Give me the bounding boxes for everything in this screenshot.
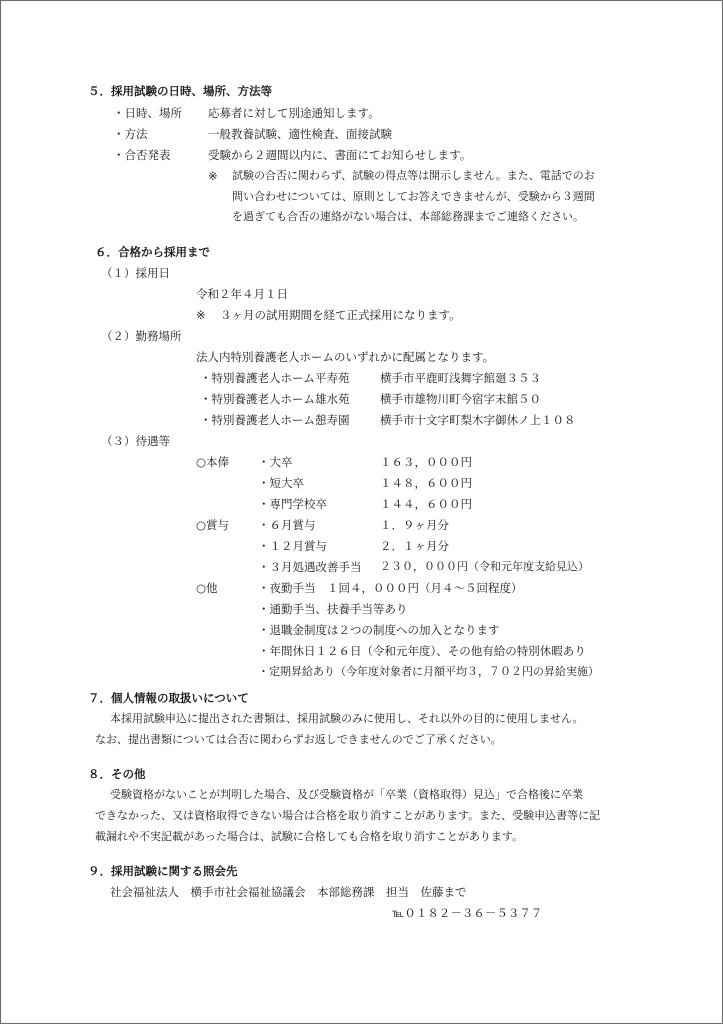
benefit-item: ・通勤手当、扶養手当等あり	[258, 602, 408, 616]
salary-amount: １４８，６００円	[380, 476, 472, 490]
s8-line: 載漏れや不実記載があった場合は、試験に合格しても合格を取り消すことがあります。	[95, 830, 524, 843]
facility-address: 横手市十文字町梨木字御休ノ上１０８	[380, 413, 576, 427]
facility-name: ・特別養護老人ホーム平寿苑	[200, 371, 350, 385]
section9-heading: ９．採用試験に関する照会先	[88, 864, 238, 878]
bonus-amount: １．９ヶ月分	[380, 518, 449, 532]
section7-heading: ７．個人情報の取扱いについて	[88, 691, 249, 705]
bonus-item: ・１２月賞与	[258, 539, 327, 553]
s8-line: 受験資格がないことが判明した場合、及び受験資格が「卒業（資格取得）見込」で合格後に卒業	[110, 788, 583, 801]
salary-amount: １６３，０００円	[380, 455, 472, 469]
s5-label-datetime: ・日時、場所	[113, 106, 182, 120]
contact-info: 社会福祉法人 横手市社会福祉協議会 本部総務課 担当 佐藤まで	[110, 885, 467, 899]
s5-value-datetime: 応募者に対して別途通知します。	[208, 106, 380, 120]
s5-value-method: 一般教養試験、適性検査、面接試験	[208, 127, 392, 141]
s6-sub1-note-mark: ※	[196, 308, 206, 322]
bonus-item: ・３月処遇改善手当	[258, 560, 362, 574]
facility-address: 横手市平鹿町浅舞字館廻３５３	[380, 371, 541, 385]
s6-hire-date: 令和２年４月１日	[196, 287, 288, 301]
section5-heading: ５．採用試験の日時、場所、方法等	[88, 84, 272, 98]
benefit-item: ・定期昇給あり（今年度対象者に月額平均３，７０２円の昇給実施）	[258, 665, 599, 678]
s6-sub2-label: （２）勤務場所	[101, 329, 182, 343]
salary-item: ・専門学校卒	[258, 497, 327, 511]
s5-note-line: 問い合わせについては、原則としてお答えできませんが、受験から３週間	[232, 190, 595, 203]
s6-sub1-note: ３ヶ月の試用期間を経て正式採用になります。	[220, 308, 461, 322]
facility-address: 横手市雄物川町今宿字末館５０	[380, 392, 541, 406]
salary-item: ・大卒	[258, 455, 293, 469]
s5-note-line: を過ぎても合否の連絡がない場合は、本部総務課までご連絡ください。	[232, 210, 584, 223]
facility-name: ・特別養護老人ホーム憩寿園	[200, 413, 350, 427]
s5-value-result: 受験から２週間以内に、書面にてお知らせします。	[208, 148, 472, 162]
contact-phone: ℡０１８２－３６－５３７７	[392, 906, 543, 920]
s6-sub3-label: （３）待遇等	[101, 434, 170, 448]
s5-label-result: ・合否発表	[113, 148, 171, 162]
bonus-category: ○賞与	[196, 518, 230, 532]
s7-line: なお、提出書類については合否に関わらずお返しできませんのでご了承ください。	[95, 733, 502, 746]
s6-sub2-intro: 法人内特別養護老人ホームのいずれかに配属となります。	[196, 350, 495, 364]
s8-line: できなかった、又は資格取得できない場合は合格を取り消すことがあります。また、受験申込書等に記	[95, 809, 601, 822]
bonus-amount: ２．１ヶ月分	[380, 539, 449, 553]
s7-line: 本採用試験申込に提出された書類は、採用試験のみに使用し、それ以外の目的に使用しません。	[110, 712, 584, 725]
s5-label-method: ・方法	[113, 127, 148, 141]
benefit-item: ・夜勤手当 １回４，０００円（月４～５回程度）	[258, 581, 523, 595]
bonus-item: ・６月賞与	[258, 518, 316, 532]
s5-note-line: 試験の合否に関わらず、試験の得点等は開示しません。また、電話でのお	[232, 169, 595, 182]
bonus-amount: ２３０，０００円（令和元年度支給見込）	[380, 560, 589, 573]
facility-name: ・特別養護老人ホーム雄水苑	[200, 392, 350, 406]
benefit-item: ・年間休日１２６日（令和元年度）、その他有給の特別休暇あり	[258, 644, 586, 658]
section8-heading: ８．その他	[88, 767, 146, 781]
other-category: ○他	[196, 581, 218, 595]
salary-amount: １４４，６００円	[380, 497, 472, 511]
salary-item: ・短大卒	[258, 476, 304, 490]
salary-category: ○本俸	[196, 455, 230, 469]
s5-note-mark: ※	[208, 169, 218, 183]
s6-sub1-label: （１）採用日	[101, 266, 170, 280]
benefit-item: ・退職金制度は２つの制度への加入となります	[258, 623, 500, 637]
section6-heading: ６．合格から採用まで	[95, 245, 210, 259]
